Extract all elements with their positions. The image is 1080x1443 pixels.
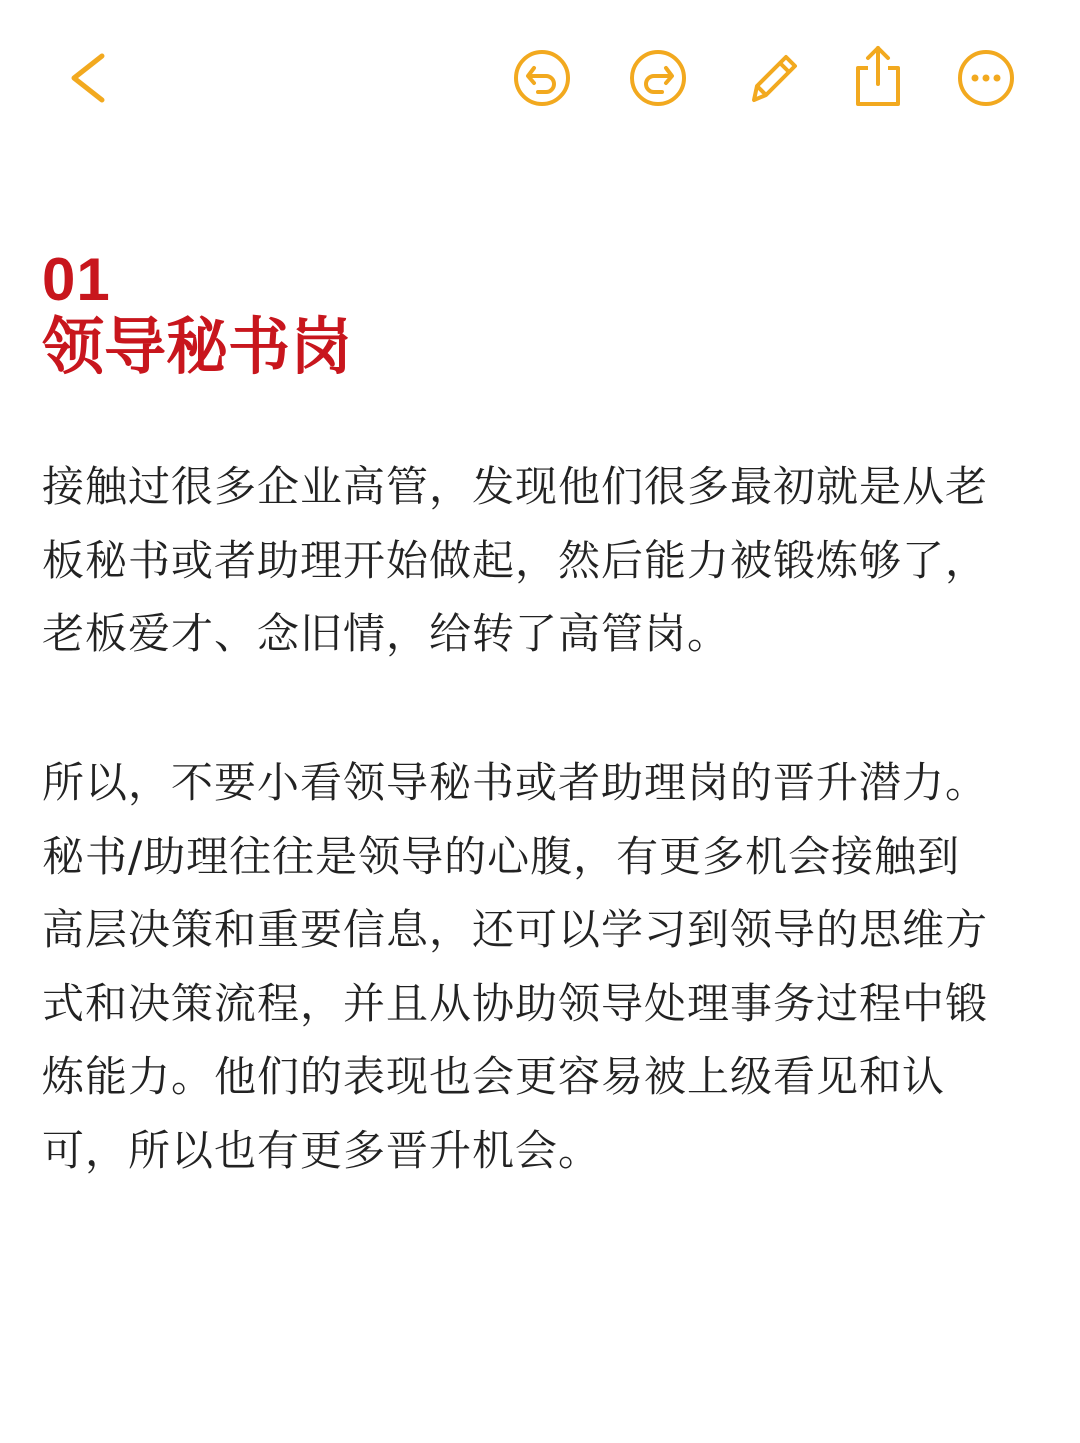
section-heading: [42, 245, 352, 383]
top-toolbar: [0, 0, 1080, 160]
more-icon: [954, 46, 1018, 110]
more-button[interactable]: [954, 46, 1018, 110]
body-paragraph-1: [42, 450, 1042, 671]
paragraph-line: 接触过很多企业高管，发现他们很多最初就是从老: [42, 462, 989, 511]
edit-button[interactable]: [742, 46, 806, 110]
back-button[interactable]: [60, 46, 120, 110]
paragraph-line: 式和决策流程，并且从协助领导处理事务过程中锻: [42, 978, 989, 1028]
paragraph-line: 可，所以也有更多晋升机会。: [42, 1125, 602, 1175]
undo-button[interactable]: [510, 46, 574, 110]
share-icon: [846, 40, 910, 110]
paragraph-line: 秘书/助理往往是领导的心腹，有更多机会接触到: [42, 831, 961, 881]
section-number: 01: [42, 246, 111, 313]
paragraph-line: 老板爱才、念旧情，给转了高管岗。: [42, 609, 731, 658]
paragraph-line: 所以，不要小看领导秘书或者助理岗的晋升潜力。: [42, 758, 989, 807]
paragraph-line: 板秘书或者助理开始做起，然后能力被锻炼够了，: [42, 535, 989, 585]
redo-icon: [626, 46, 690, 110]
undo-icon: [510, 46, 574, 110]
section-title: 领导秘书岗: [42, 310, 353, 383]
paragraph-line: 炼能力。他们的表现也会更容易被上级看见和认: [42, 1052, 946, 1101]
share-button[interactable]: [846, 40, 910, 110]
pencil-icon: [742, 46, 806, 110]
paragraph-line: 高层决策和重要信息，还可以学习到领导的思维方: [42, 905, 989, 954]
chevron-left-icon: [60, 46, 120, 110]
body-paragraph-2: [42, 746, 1042, 1187]
redo-button[interactable]: [626, 46, 690, 110]
